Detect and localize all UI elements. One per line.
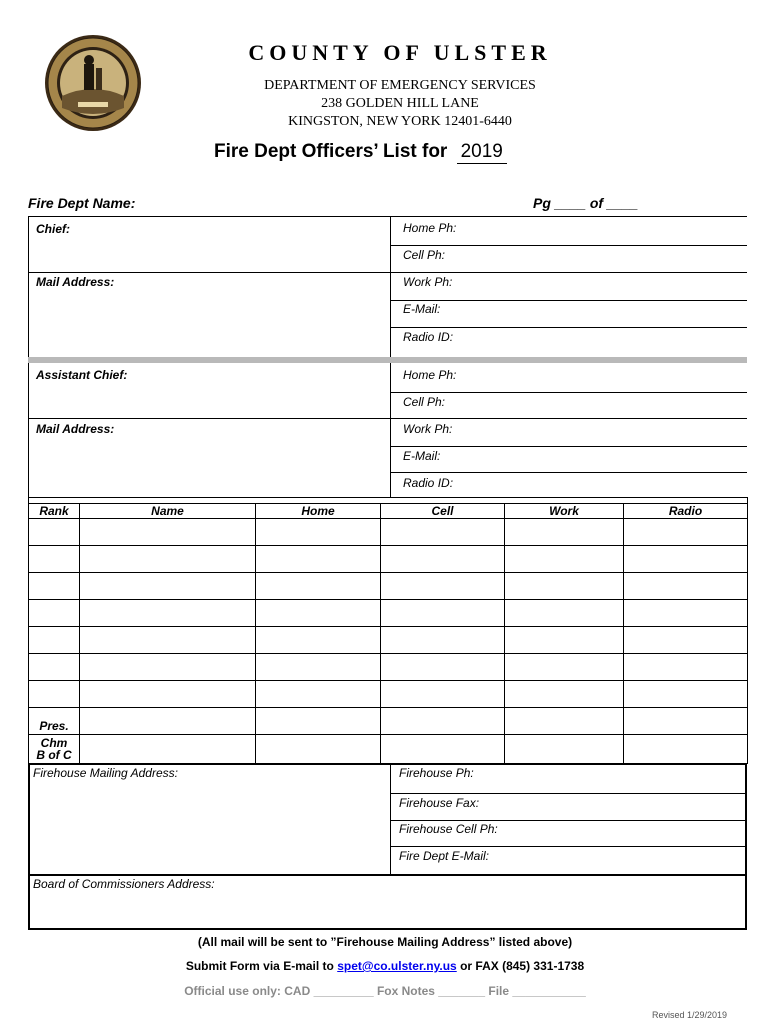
submit-suffix: or FAX (845) 331-1738 (460, 959, 585, 973)
table-cell[interactable] (255, 734, 381, 764)
table-cell[interactable] (380, 626, 505, 654)
table-cell[interactable] (255, 518, 381, 546)
rank-cell (28, 680, 80, 708)
assistant-email-label: E-Mail: (403, 449, 441, 463)
table-cell[interactable] (504, 545, 624, 573)
assistant-cell-phone-label: Cell Ph: (403, 395, 446, 409)
divider (390, 793, 747, 794)
divider (390, 245, 747, 246)
table-cell[interactable] (504, 572, 624, 600)
rank-cell (28, 572, 80, 600)
table-cell[interactable] (79, 518, 256, 546)
table-cell[interactable] (623, 680, 748, 708)
divider (28, 363, 29, 497)
divider (390, 363, 391, 497)
table-cell[interactable] (504, 518, 624, 546)
table-cell[interactable] (623, 599, 748, 627)
table-cell[interactable] (623, 626, 748, 654)
divider (28, 874, 747, 876)
divider (390, 216, 391, 357)
divider (28, 497, 747, 498)
form-title (214, 141, 507, 164)
section-separator (28, 357, 747, 363)
table-cell[interactable] (623, 572, 748, 600)
divider (390, 300, 747, 301)
table-cell[interactable] (380, 545, 505, 573)
chief-email-label: E-Mail: (403, 302, 441, 316)
divider (28, 272, 390, 273)
board-address-label: Board of Commissioners Address: (33, 877, 215, 891)
mail-note: (All mail will be sent to ”Firehouse Mailing Address” listed above) (197, 935, 573, 949)
assistant-chief-label: Assistant Chief: (36, 368, 128, 382)
table-cell[interactable] (504, 680, 624, 708)
table-cell[interactable] (255, 653, 381, 681)
table-cell[interactable] (79, 707, 256, 735)
table-cell[interactable] (255, 680, 381, 708)
chief-mail-label: Mail Address: (36, 275, 115, 289)
table-cell[interactable] (380, 518, 505, 546)
assistant-mail-label: Mail Address: (36, 422, 115, 436)
submit-prefix: Submit Form via E-mail to (185, 959, 334, 973)
chief-work-phone-label: Work Ph: (403, 275, 453, 289)
department-name: DEPARTMENT OF EMERGENCY SERVICES (264, 78, 536, 93)
divider (390, 392, 747, 393)
table-header-cell: Cell (380, 503, 505, 519)
fire-dept-email-label: Fire Dept E-Mail: (399, 849, 490, 863)
divider (390, 763, 391, 875)
firehouse-cell-label: Firehouse Cell Ph: (399, 822, 498, 836)
rank-cell (28, 626, 80, 654)
table-cell[interactable] (255, 572, 381, 600)
table-cell[interactable] (504, 707, 624, 735)
rank-cell: Pres. (28, 707, 80, 735)
table-header-home: Home (255, 503, 381, 519)
table-cell[interactable] (79, 653, 256, 681)
table-cell[interactable] (380, 680, 505, 708)
rank-cell (28, 518, 80, 546)
chief-home-phone-label: Home Ph: (403, 221, 457, 235)
table-cell[interactable] (504, 653, 624, 681)
table-cell[interactable] (504, 734, 624, 764)
divider (390, 446, 747, 447)
rank-cell (28, 653, 80, 681)
divider (390, 846, 747, 847)
table-cell[interactable] (79, 572, 256, 600)
table-cell[interactable] (79, 545, 256, 573)
firehouse-phone-label: Firehouse Ph: (399, 766, 474, 780)
revised-date: Revised 1/29/2019 (652, 1010, 728, 1020)
table-cell[interactable] (79, 599, 256, 627)
table-cell[interactable] (255, 626, 381, 654)
table-cell[interactable] (380, 599, 505, 627)
county-seal-icon (44, 34, 142, 132)
fire-dept-name-label: Fire Dept Name: (28, 195, 136, 211)
firehouse-mailing-label: Firehouse Mailing Address: (33, 766, 178, 780)
table-cell[interactable] (255, 707, 381, 735)
firehouse-fax-label: Firehouse Fax: (399, 796, 480, 810)
street-address: 238 GOLDEN HILL LANE (321, 96, 479, 111)
official-use-line: Official use only: CAD _________ Fox Notes _______ File ___________ (184, 984, 586, 998)
table-cell[interactable] (623, 653, 748, 681)
chief-cell-phone-label: Cell Ph: (403, 248, 446, 262)
page-number-label: Pg ____ of ____ (533, 195, 639, 211)
table-cell[interactable] (504, 599, 624, 627)
assistant-radio-id-label: Radio ID: (403, 476, 454, 490)
rank-cell (28, 545, 80, 573)
table-header-rank: Rank (28, 503, 80, 519)
chief-radio-id-label: Radio ID: (403, 330, 454, 344)
table-cell[interactable] (623, 545, 748, 573)
form-title-text: Fire Dept Officers’ List for (214, 141, 448, 162)
divider (390, 472, 747, 473)
table-cell[interactable] (255, 545, 381, 573)
divider (28, 418, 390, 419)
divider (390, 418, 747, 419)
divider (28, 216, 747, 217)
table-cell[interactable] (504, 626, 624, 654)
table-cell[interactable] (79, 626, 256, 654)
table-cell[interactable] (623, 707, 748, 735)
table-cell[interactable] (255, 599, 381, 627)
form-year[interactable]: 2019 (457, 141, 507, 164)
table-cell[interactable] (623, 518, 748, 546)
assistant-home-phone-label: Home Ph: (403, 368, 457, 382)
table-cell[interactable] (380, 734, 505, 764)
table-header-radio: Radio (623, 503, 748, 519)
table-cell[interactable] (380, 707, 505, 735)
email-link[interactable]: spet@co.ulster.ny.us (337, 959, 457, 973)
table-cell[interactable] (623, 734, 748, 764)
table-cell[interactable] (79, 680, 256, 708)
rank-cell (28, 599, 80, 627)
table-header-work: Work (504, 503, 624, 519)
submit-line (0, 959, 770, 973)
city-address: KINGSTON, NEW YORK 12401-6440 (288, 114, 512, 129)
divider (390, 820, 747, 821)
divider (28, 216, 29, 363)
rank-cell: Chm B of C (28, 734, 80, 764)
chief-label: Chief: (36, 222, 70, 236)
table-cell[interactable] (380, 653, 505, 681)
assistant-work-phone-label: Work Ph: (403, 422, 453, 436)
table-cell[interactable] (380, 572, 505, 600)
county-title: COUNTY OF ULSTER (248, 40, 552, 65)
table-cell[interactable] (79, 734, 256, 764)
table-header-name: Name (79, 503, 256, 519)
divider (390, 327, 747, 328)
divider (390, 272, 747, 273)
